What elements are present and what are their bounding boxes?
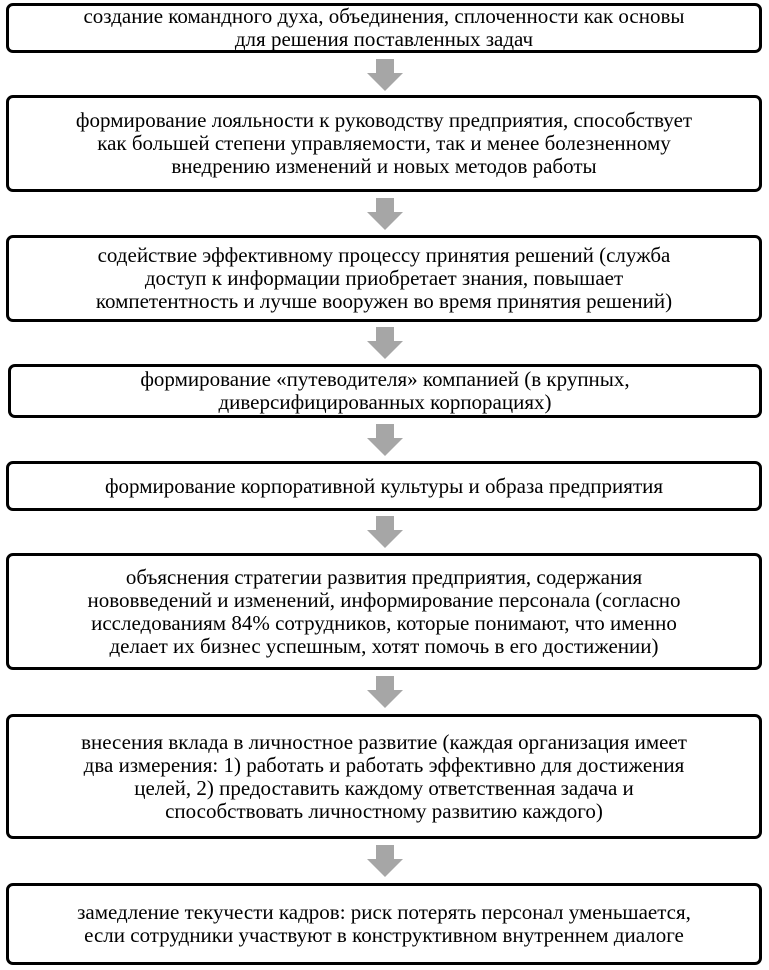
flow-step-1-line-1: создание командного духа, объединения, сплоченности как основы [83, 4, 685, 28]
flow-step-7-line-2: два измерения: 1) работать и работать эффективно для достижения [83, 752, 685, 777]
flow-step-8-line-2: если сотрудники участвуют в конструктивном внутреннем диалоге [84, 923, 684, 947]
down-arrow-icon [367, 516, 403, 548]
down-arrow-icon [367, 59, 403, 91]
flow-step-2 [6, 95, 762, 192]
flow-step-2-line-3: внедрению изменений и новых методов работы [171, 154, 597, 178]
down-arrow-icon [367, 327, 403, 359]
down-arrow-icon [367, 845, 403, 877]
flow-step-3-line-2: доступ к информации приобретает знания, повышает [144, 266, 624, 290]
flow-step-1 [6, 3, 762, 53]
flow-step-6 [6, 553, 762, 670]
flow-step-4-line-1: формирование «путеводителя» компанией (в крупных, [140, 367, 630, 391]
down-arrow-icon [367, 424, 403, 456]
flow-step-6-line-4: делает их бизнес успешным, хотят помочь в его достижении) [109, 633, 659, 658]
flow-step-7-text [81, 731, 687, 823]
flow-step-7 [6, 714, 762, 839]
flow-step-6-line-1: объяснения стратегии развития предприятия, содержания [125, 564, 643, 589]
flow-step-6-line-2: нововведений и изменений, информирование персонала (согласно [87, 587, 681, 612]
flow-step-1-text [83, 5, 684, 51]
flow-step-1-line-2: для решения поставленных задач [234, 27, 534, 51]
flow-step-2-text [76, 109, 692, 178]
flow-step-5-text [105, 475, 663, 498]
flow-step-5 [6, 461, 762, 511]
flow-step-6-line-3: исследованиям 84% сотрудников, которые понимают, что именно [91, 610, 677, 635]
flow-step-7-line-3: целей, 2) предоставить каждому ответственная задача и [134, 775, 634, 800]
flow-step-8-text [77, 901, 691, 947]
down-arrow-icon [367, 198, 403, 230]
flow-step-3-text [96, 244, 672, 313]
flow-step-2-line-1: формирование лояльности к руководству предприятия, способствует [75, 108, 693, 132]
flow-step-3-line-1: содействие эффективному процессу принятия решений (служба [97, 243, 671, 267]
flow-step-3 [6, 235, 762, 322]
flow-step-7-line-1: внесения вклада в личностное развитие (каждая организация имеет [81, 729, 687, 754]
flow-step-8-line-1: замедление текучести кадров: риск потерять персонал уменьшается, [77, 900, 691, 924]
flow-step-3-line-3: компетентность и лучше вооружен во время принятия решений) [95, 289, 673, 313]
flow-step-6-text [87, 566, 680, 658]
down-arrow-icon [367, 676, 403, 708]
flow-step-8 [6, 883, 762, 965]
flow-step-4 [8, 364, 762, 418]
flow-step-7-line-4: способствовать личностному развитию каждого) [165, 798, 603, 823]
flow-step-5-line-1: формирование корпоративной культуры и образа предприятия [104, 473, 664, 498]
flow-step-2-line-2: как большей степени управляемости, так и менее болезненному [97, 131, 671, 155]
flow-step-4-line-2: диверсифицированных корпорациях) [218, 390, 552, 414]
flow-step-4-text [140, 368, 629, 414]
